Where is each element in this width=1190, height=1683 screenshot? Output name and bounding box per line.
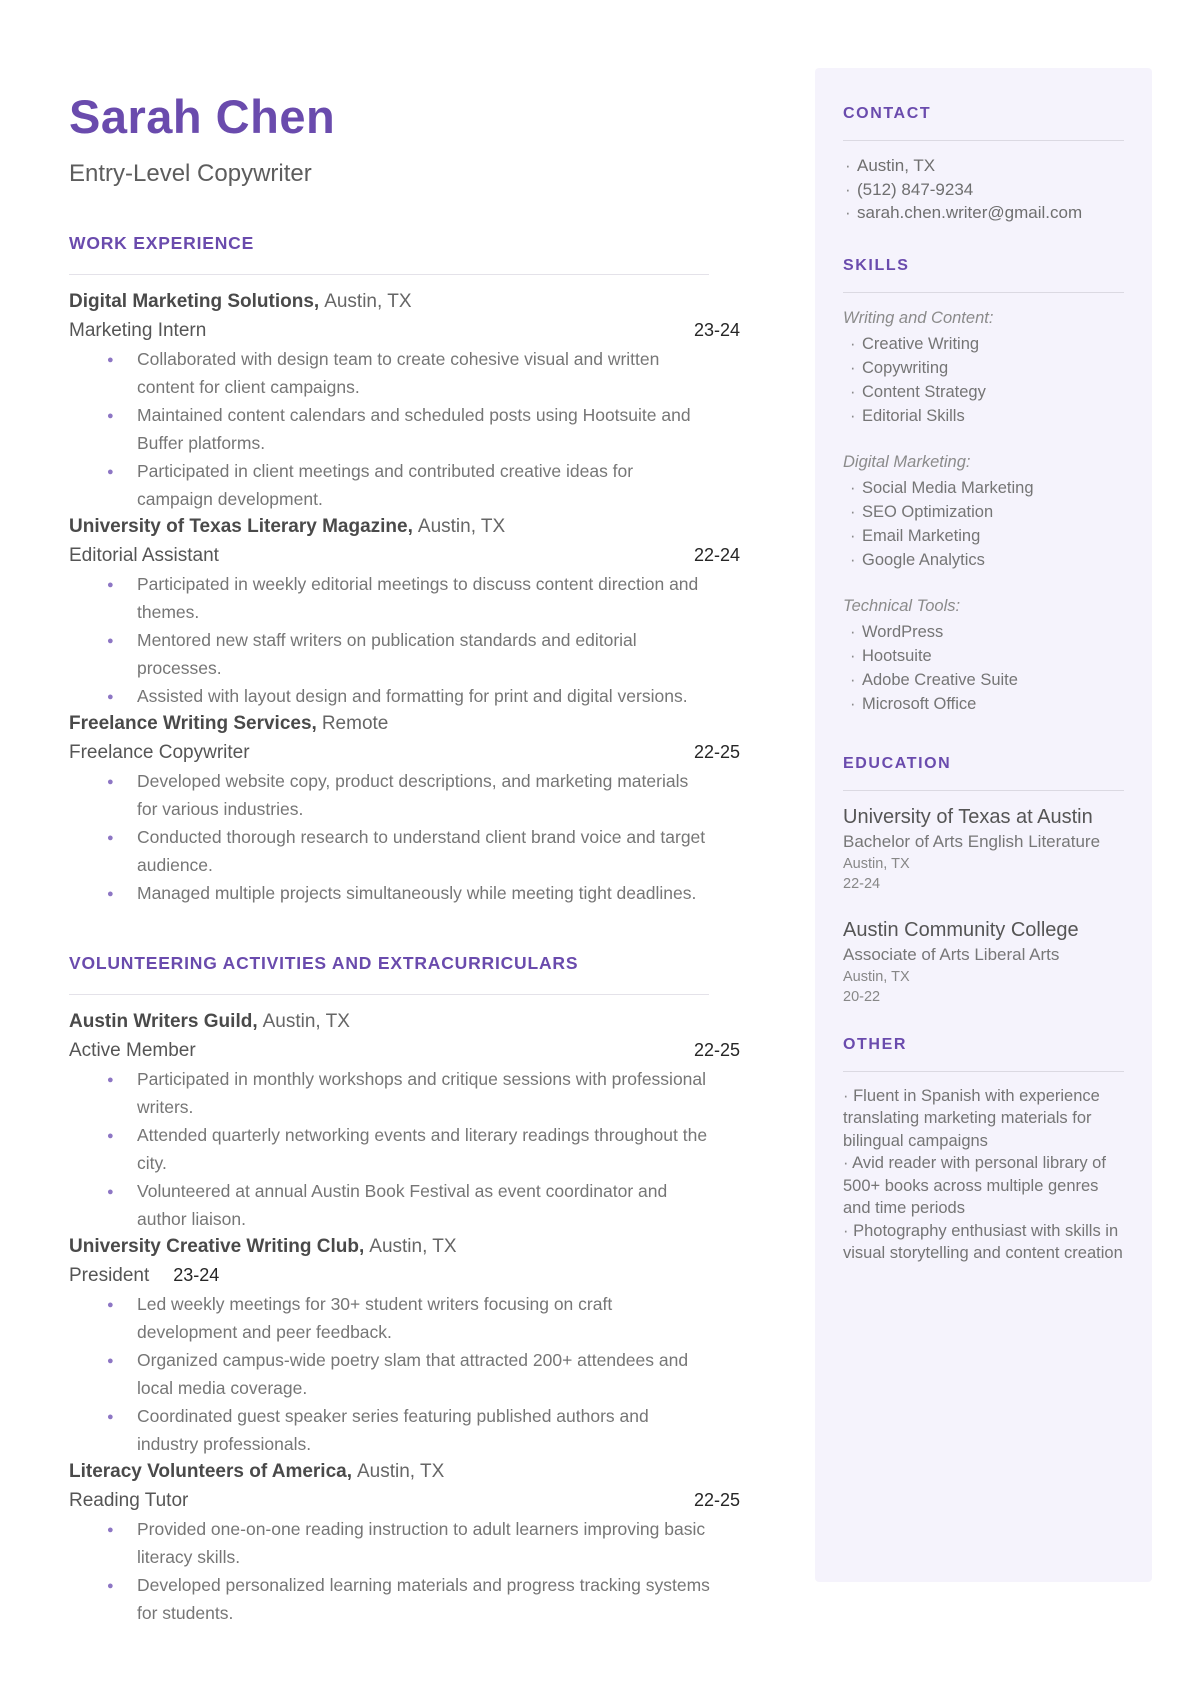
bullet-item: ● Organized campus-wide poetry slam that attracted 200+ attendees and local media coverage. — [107, 1346, 740, 1402]
section-divider — [69, 274, 709, 275]
contact-location: · Austin, TX — [843, 154, 1124, 178]
education-degree: Associate of Arts Liberal Arts — [843, 944, 1060, 964]
skill-item: · WordPress — [843, 620, 1124, 644]
entry-bullets — [69, 1065, 740, 1233]
contact-email: · sarah.chen.writer@gmail.com — [843, 201, 1124, 225]
org-name: University Creative Writing Club, — [69, 1236, 365, 1257]
education-location: Austin, TX — [843, 968, 910, 985]
bullet-item: ● Participated in weekly editorial meetings to discuss content direction and themes. — [107, 570, 740, 626]
role-dates: 22-25 — [693, 742, 740, 762]
skill-item: · SEO Optimization — [843, 500, 1124, 524]
org-name: Literacy Volunteers of America, — [69, 1461, 352, 1482]
other-item: · Fluent in Spanish with experience translating marketing materials for bilingual campaigns — [843, 1085, 1124, 1153]
volunteering-heading: VOLUNTEERING ACTIVITIES AND EXTRACURRICULARS — [69, 953, 579, 973]
other-item: · Avid reader with personal library of 500+ books across multiple genres and time periods — [843, 1152, 1124, 1220]
bullet-item: ● Assisted with layout design and formatting for print and digital versions. — [107, 682, 740, 710]
candidate-headline: Entry-Level Copywriter — [69, 160, 312, 187]
bullet-item: ● Collaborated with design team to create cohesive visual and written content for client campaigns. — [107, 345, 740, 401]
bullet-item: ● Provided one-on-one reading instruction to adult learners improving basic literacy skills. — [107, 1515, 740, 1571]
role-title: President — [69, 1265, 150, 1286]
org-name: Freelance Writing Services, — [69, 713, 317, 734]
education-heading: EDUCATION — [843, 754, 952, 772]
skill-item: · Google Analytics — [843, 548, 1124, 572]
skill-item: · Content Strategy — [843, 380, 1124, 404]
role-dates: 22-25 — [693, 1490, 740, 1510]
education-degree: Bachelor of Arts English Literature — [843, 831, 1101, 851]
sidebar-divider — [843, 140, 1124, 141]
work-entry — [69, 710, 740, 907]
role-title: Marketing Intern — [69, 320, 207, 341]
entry-role-line — [69, 541, 740, 570]
volunteering-entry — [69, 1008, 740, 1233]
bullet-item: ● Mentored new staff writers on publication standards and editorial processes. — [107, 626, 740, 682]
skill-item: · Microsoft Office — [843, 692, 1124, 716]
skill-item: · Hootsuite — [843, 644, 1124, 668]
org-location: Austin, TX — [324, 291, 412, 312]
work-entry — [69, 288, 740, 513]
skill-group — [843, 306, 1124, 428]
sidebar-divider — [843, 1071, 1124, 1072]
role-dates: 22-24 — [693, 545, 740, 565]
org-location: Austin, TX — [357, 1461, 445, 1482]
volunteering-entry — [69, 1233, 740, 1458]
entry-bullets — [69, 1515, 740, 1627]
bullet-item: ● Developed website copy, product descriptions, and marketing materials for various industries. — [107, 767, 740, 823]
sidebar-divider — [843, 790, 1124, 791]
other-item: · Photography enthusiast with skills in visual storytelling and content creation — [843, 1220, 1124, 1265]
skill-item: · Adobe Creative Suite — [843, 668, 1124, 692]
entry-bullets — [69, 767, 740, 907]
entry-org-line — [69, 1458, 740, 1486]
org-location: Austin, TX — [262, 1011, 350, 1032]
entry-bullets — [69, 570, 740, 710]
skill-item: · Creative Writing — [843, 332, 1124, 356]
role-dates: 23-24 — [173, 1265, 220, 1285]
org-name: Digital Marketing Solutions, — [69, 291, 320, 312]
entry-org-line — [69, 1233, 740, 1261]
bullet-item: ● Conducted thorough research to understand client brand voice and target audience. — [107, 823, 740, 879]
education-location: Austin, TX — [843, 855, 910, 872]
bullet-item: ● Volunteered at annual Austin Book Festival as event coordinator and author liaison. — [107, 1177, 740, 1233]
bullet-item: ● Participated in client meetings and contributed creative ideas for campaign development. — [107, 457, 740, 513]
work-entry — [69, 513, 740, 710]
entry-org-line — [69, 710, 740, 738]
entry-role-line — [69, 1036, 740, 1065]
bullet-item: ● Managed multiple projects simultaneously while meeting tight deadlines. — [107, 879, 740, 907]
org-location: Remote — [321, 713, 389, 734]
bullet-item: ● Attended quarterly networking events and literary readings throughout the city. — [107, 1121, 740, 1177]
bullet-item: ● Maintained content calendars and scheduled posts using Hootsuite and Buffer platforms. — [107, 401, 740, 457]
bullet-item: ● Coordinated guest speaker series featuring published authors and industry professionals. — [107, 1402, 740, 1458]
entry-role-line — [69, 316, 740, 345]
role-title: Freelance Copywriter — [69, 742, 250, 763]
bullet-item: ● Participated in monthly workshops and critique sessions with professional writers. — [107, 1065, 740, 1121]
sidebar — [815, 68, 1152, 1582]
skill-item: · Editorial Skills — [843, 404, 1124, 428]
org-name: University of Texas Literary Magazine, — [69, 516, 413, 537]
bullet-item: ● Led weekly meetings for 30+ student writers focusing on craft development and peer feedback. — [107, 1290, 740, 1346]
org-location: Austin, TX — [369, 1236, 457, 1257]
skill-group-label: Technical Tools: — [843, 596, 961, 615]
org-location: Austin, TX — [417, 516, 506, 537]
skill-group-label: Digital Marketing: — [843, 452, 971, 471]
contact-phone: · (512) 847-9234 — [843, 178, 1124, 202]
education-years: 22-24 — [843, 875, 881, 892]
candidate-name: Sarah Chen — [69, 90, 336, 143]
skill-group — [843, 450, 1124, 572]
role-dates: 22-25 — [693, 1040, 740, 1060]
entry-role-line — [69, 1261, 740, 1290]
contact-heading: CONTACT — [843, 105, 932, 122]
work-experience-heading: WORK EXPERIENCE — [69, 233, 255, 253]
entry-bullets — [69, 345, 740, 513]
entry-role-line — [69, 1486, 740, 1515]
skill-item: · Email Marketing — [843, 524, 1124, 548]
role-title: Editorial Assistant — [69, 545, 219, 566]
bullet-item: ● Developed personalized learning materials and progress tracking systems for students. — [107, 1571, 740, 1627]
section-divider — [69, 994, 709, 995]
role-title: Active Member — [69, 1040, 196, 1061]
role-title: Reading Tutor — [69, 1490, 189, 1511]
skill-item: · Copywriting — [843, 356, 1124, 380]
entry-org-line — [69, 288, 740, 316]
main-column — [69, 92, 740, 1627]
entry-org-line — [69, 513, 740, 541]
role-dates: 23-24 — [693, 320, 740, 340]
education-entry — [843, 917, 1124, 1007]
sidebar-divider — [843, 292, 1124, 293]
skills-heading: SKILLS — [843, 256, 910, 274]
other-heading: OTHER — [843, 1035, 907, 1053]
education-entry — [843, 804, 1124, 894]
skill-group — [843, 594, 1124, 716]
org-name: Austin Writers Guild, — [69, 1011, 258, 1032]
entry-role-line — [69, 738, 740, 767]
skill-item: · Social Media Marketing — [843, 476, 1124, 500]
entry-bullets — [69, 1290, 740, 1458]
skill-group-label: Writing and Content: — [843, 308, 994, 327]
volunteering-entry — [69, 1458, 740, 1627]
education-school: Austin Community College — [843, 918, 1079, 941]
entry-org-line — [69, 1008, 740, 1036]
education-years: 20-22 — [843, 988, 881, 1005]
education-school: University of Texas at Austin — [843, 805, 1093, 828]
